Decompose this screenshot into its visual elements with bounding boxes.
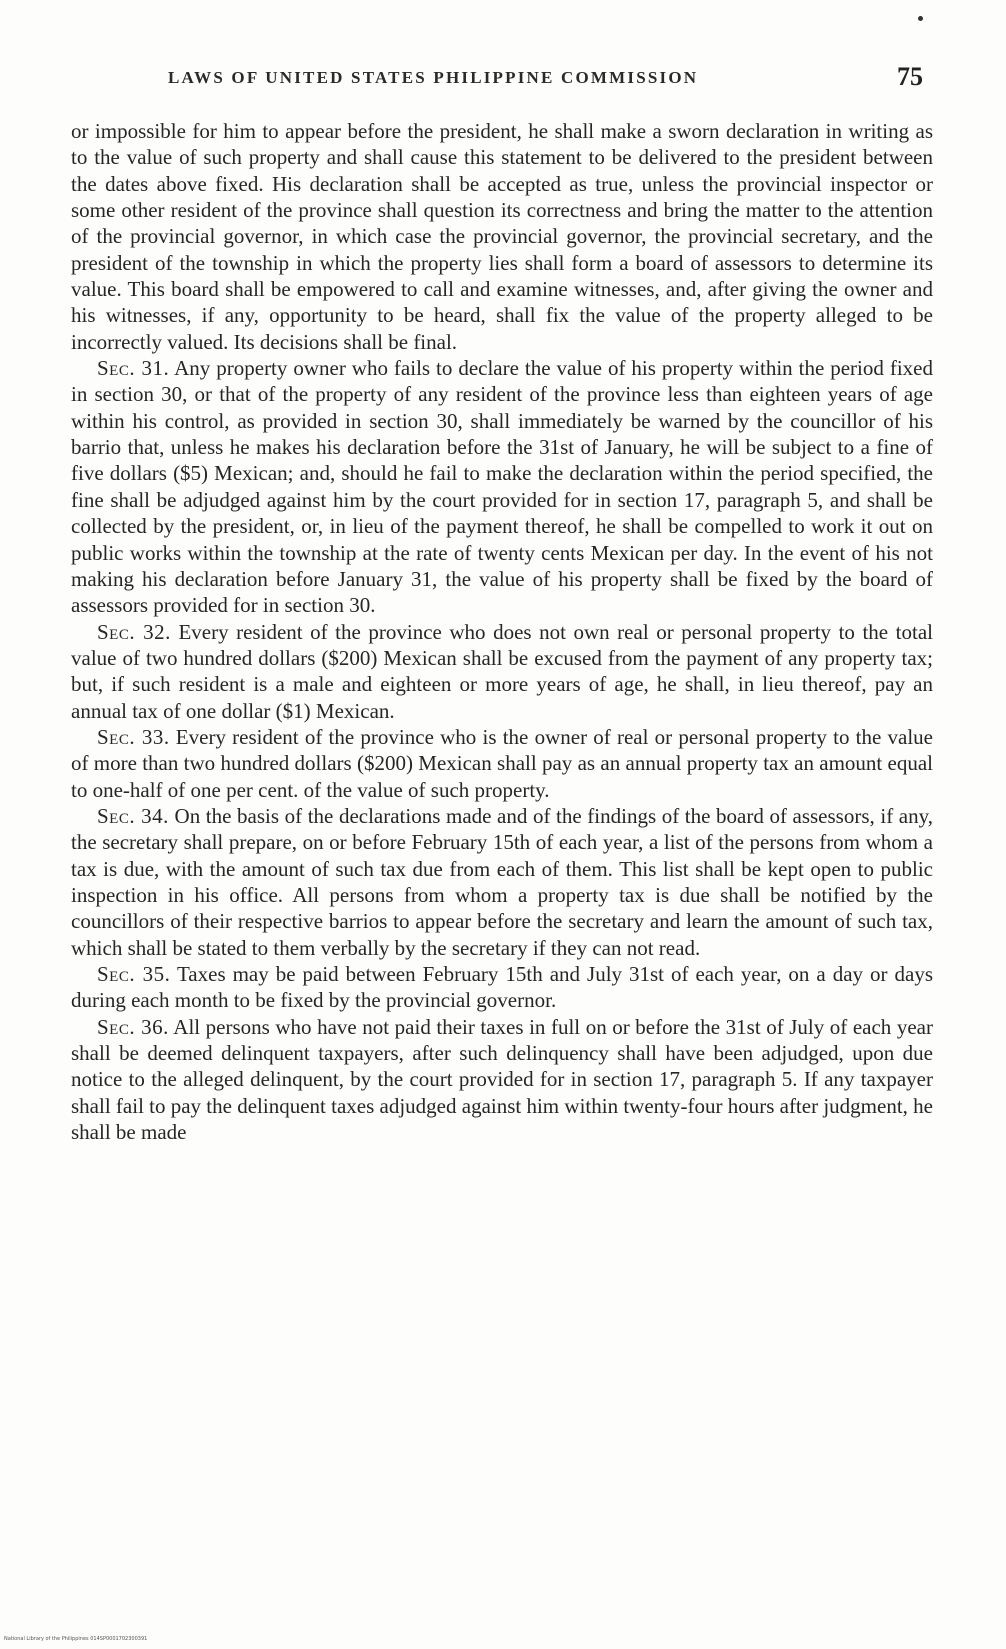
section-34 xyxy=(71,803,933,961)
section-text: Every resident of the province who does not own real or personal property to the total value of two hundred dollars ($200) Mexican shall be excused from the payment of any property tax; but, if such resident is a male and eighteen or more years of age, he shall, in lieu thereof, pay an annual tax of one dollar ($1) Mexican. xyxy=(71,619,933,723)
section-text: Any property owner who fails to declare the value of his property within the period fixed in section 30, or that of the property of any resident of the province less than eighteen years of age within his control, as provided in section 30, shall immediately be warned by the councillor of his barrio that, unless he makes his declaration before the 31st of January, he will be subject to a fine of five dollars ($5) Mexican; and, should he fail to make the declaration within the period specified, the fine shall be adjudged against him by the court provided for in section 17, paragraph 5, and shall be collected by the president, or, in lieu of the payment thereof, he shall be compelled to work it out on public works within the township at the rate of twenty cents Mexican per day. In the event of his not making his declaration before January 31, the value of his property shall be fixed by the board of assessors provided for in section 30. xyxy=(71,356,933,618)
section-text: On the basis of the declarations made and of the findings of the board of assessors, if any, the secretary shall prepare, on or before February 15th of each year, a list of the persons from whom a tax is due, with the amount of such tax due from each of them. This list shall be kept open to public inspection in his office. All persons from whom a property tax is due shall be notified by the councillors of their respective barrios to appear before the secretary and learn the amount of such tax, which shall be stated to them verbally by the secretary if they can not read. xyxy=(71,803,933,960)
section-label: Sec. 35. xyxy=(97,962,171,986)
section-33 xyxy=(71,724,933,803)
section-36 xyxy=(71,1014,933,1146)
running-head: LAWS OF UNITED STATES PHILIPPINE COMMISSION xyxy=(168,68,699,87)
scan-speck xyxy=(918,16,923,21)
section-32 xyxy=(71,619,933,724)
section-label: Sec. 32. xyxy=(97,619,171,644)
section-text: Every resident of the province who is the owner of real or personal property to the value of more than two hundred dollars ($200) Mexican shall pay as an annual property tax an amount equal to one-half of one per cent. of the value of such property. xyxy=(71,724,934,802)
section-text: Taxes may be paid between February 15th and July 31st of each year, on a day or days during each month to be fixed by the provincial governor. xyxy=(71,962,933,1013)
section-31 xyxy=(71,355,933,618)
body-text xyxy=(71,118,933,1145)
section-label: Sec. 33. xyxy=(97,724,170,749)
scan-credit: National Library of the Philippines 014SP0001702300391 xyxy=(4,1636,148,1642)
section-label: Sec. 31. xyxy=(97,356,170,381)
section-label: Sec. 36. xyxy=(97,1014,169,1039)
section-35 xyxy=(71,961,933,1014)
page-number: 75 xyxy=(897,62,923,91)
continuation-paragraph: or impossible for him to appear before the president, he shall make a sworn declaration in writing as to the value of such property and shall cause this statement to be delivered to the president between the dates above fixed. His declaration shall be accepted as true, unless the provincial inspector or some other resident of the province shall question its correctness and bring the matter to the attention of the provincial governor, in which case the provincial governor, the provincial secretary, and the president of the township in which the property lies shall form a board of assessors to determine its value. This board shall be empowered to call and examine witnesses, and, after giving the owner and his witnesses, if any, opportunity to be heard, shall fix the value of the property alleged to be incorrectly valued. Its decisions shall be final. xyxy=(71,119,933,354)
section-label: Sec. 34. xyxy=(97,803,169,828)
section-text: All persons who have not paid their taxes in full on or before the 31st of July of each year shall be deemed delinquent taxpayers, after such delinquency shall have been adjudged, upon due notice to the alleged delinquent, by the court provided for in section 17, paragraph 5. If any taxpayer shall fail to pay the delinquent taxes adjudged against him within twenty-four hours after judgment, he shall be made xyxy=(71,1014,933,1145)
